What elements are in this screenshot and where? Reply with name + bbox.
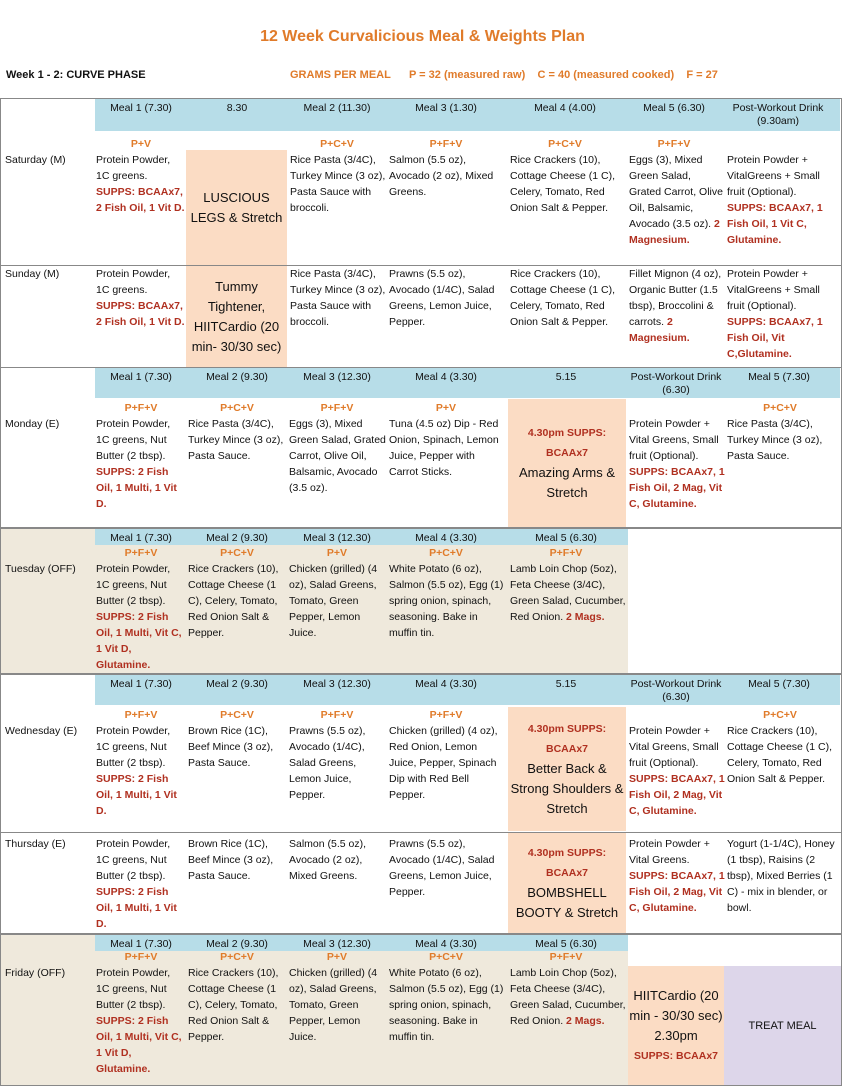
meal-cell: Rice Crackers (10), Cottage Cheese (1 C), Celery, Tomato, Red Onion Salt & Pepper.: [510, 268, 616, 328]
header-cell: Meal 3 (1.30): [415, 102, 477, 114]
type-label: P+V: [130, 138, 152, 150]
meal-cell: Protein Powder + Vital Greens, Small fruit (Optional). SUPPS: BCAAx7, 1 Fish Oil, 2 Mag, Vit C, Glutamine.: [629, 418, 725, 510]
type-label: P+C+V: [220, 402, 254, 414]
meal-cell: Protein Powder + VitalGreens + Small fruit (Optional). SUPPS: BCAAx7, 1 Fish Oil, Vit C,Glutamine.: [727, 268, 823, 360]
header-cell: 5.15: [555, 371, 577, 383]
header-cell: Meal 4 (3.30): [415, 532, 477, 544]
header-cell: 8.30: [226, 102, 248, 114]
header-cell: Meal 2 (9.30): [206, 371, 268, 383]
midweek-header: [95, 675, 840, 705]
meal-cell: Chicken (grilled) (4 oz), Red Onion, Lemon Juice, Pepper, Spinach Dip with Red Bell Pepper.: [389, 725, 498, 801]
day-label: Saturday (M): [5, 154, 66, 166]
meal-cell: Protein Powder, 1C greens, Nut Butter (2 tbsp). SUPPS: 2 Fish Oil, 1 Multi, 1 Vit D.: [96, 725, 177, 817]
header-cell: Meal 5 (6.30): [535, 532, 597, 544]
meal-cell: Prawns (5.5 oz), Avocado (1/4C), Salad Greens, Lemon Juice, Pepper.: [289, 725, 366, 801]
type-label: P+F+V: [429, 138, 463, 150]
day-label: Thursday (E): [5, 838, 66, 850]
header-cell: Meal 5 (7.30): [748, 678, 810, 690]
type-label: P+F+V: [320, 709, 354, 721]
tuesday-header: [95, 529, 628, 545]
header-cell: Meal 3 (12.30): [303, 532, 371, 544]
meal-cell: Eggs (3), Mixed Green Salad, Grated Carrot, Olive Oil, Balsamic, Avocado (3.5 oz).: [289, 418, 386, 494]
header-cell: Meal 5 (7.30): [748, 371, 810, 383]
monday-header: [95, 368, 840, 398]
header-cell: Meal 3 (12.30): [303, 371, 371, 383]
type-label: P+F+V: [124, 547, 158, 559]
meal-cell: Chicken (grilled) (4 oz), Salad Greens, Tomato, Green Pepper, Lemon Juice.: [289, 967, 378, 1043]
header-cell: Meal 1 (7.30): [110, 938, 172, 950]
workout-label: LUSCIOUS LEGS & Stretch: [190, 189, 283, 225]
meal-cell: Rice Crackers (10), Cottage Cheese (1 C), Celery, Tomato, Red Onion Salt & Pepper.: [188, 563, 279, 639]
meal-cell: Salmon (5.5 oz), Avocado (2 oz), Mixed Greens.: [289, 838, 367, 882]
meal-cell: Protein Powder + Vital Greens. SUPPS: BCAAx7, 1 Fish Oil, 2 Mag, Vit C, Glutamine.: [629, 838, 725, 914]
type-label: P+C+V: [763, 709, 797, 721]
meal-cell: Protein Powder, 1C greens, Nut Butter (2 tbsp). SUPPS: 2 Fish Oil, 1 Multi, Vit C, 1 Vit D, Glutamine.: [96, 967, 182, 1075]
meal-cell: Brown Rice (1C), Beef Mince (3 oz), Pasta Sauce.: [188, 725, 274, 769]
meal-cell: Salmon (5.5 oz), Avocado (2 oz), Mixed Greens.: [389, 154, 494, 198]
type-label: P+F+V: [429, 709, 463, 721]
header-cell: Meal 4 (4.00): [534, 102, 596, 114]
type-label: P+C+V: [220, 709, 254, 721]
meal-cell: Protein Powder, 1C greens, Nut Butter (2 tbsp). SUPPS: 2 Fish Oil, 1 Multi, 1 Vit D.: [96, 418, 177, 510]
header-cell: Meal 5 (6.30): [535, 938, 597, 950]
type-label: P+F+V: [320, 402, 354, 414]
meal-cell: Rice Crackers (10), Cottage Cheese (1 C), Celery, Tomato, Red Onion Salt & Pepper.: [188, 967, 279, 1043]
thursday-workout: 4.30pm SUPPS: BCAAx7 BOMBSHELL BOOTY & Stretch: [508, 833, 626, 933]
header-cell: Meal 4 (3.30): [415, 371, 477, 383]
meal-cell: Lamb Loin Chop (5oz), Feta Cheese (3/4C), Green Salad, Cucumber, Red Onion. 2 Mags.: [510, 563, 626, 623]
header-cell: Meal 3 (12.30): [303, 938, 371, 950]
meal-cell: Fillet Mignon (4 oz), Organic Butter (1.5 tbsp), Broccolini & carrots. 2 Magnesium.: [629, 268, 722, 344]
meal-cell: Rice Crackers (10), Cottage Cheese (1 C), Celery, Tomato, Red Onion Salt & Pepper.: [727, 725, 833, 785]
meal-cell: Protein Powder, 1C greens. SUPPS: BCAAx7, 2 Fish Oil, 1 Vit D.: [96, 154, 185, 214]
header-cell: Meal 3 (12.30): [303, 678, 371, 690]
header-cell: Post-Workout Drink (9.30am): [732, 102, 824, 127]
workout-label: Tummy Tightener, HIITCardio (20 min- 30/30 sec): [191, 278, 282, 354]
type-label: P+C+V: [220, 951, 254, 963]
meal-cell: Lamb Loin Chop (5oz), Feta Cheese (3/4C), Green Salad, Cucumber, Red Onion. 2 Mags.: [510, 967, 626, 1027]
meal-cell: White Potato (6 oz), Salmon (5.5 oz), Egg (1) spring onion, spinach, seasoning. Bake in muffin tin.: [389, 967, 504, 1043]
meal-cell: Rice Crackers (10), Cottage Cheese (1 C), Celery, Tomato, Red Onion Salt & Pepper.: [510, 154, 616, 214]
meal-cell: Protein Powder, 1C greens. SUPPS: BCAAx7, 2 Fish Oil, 1 Vit D.: [96, 268, 185, 328]
header-cell: Meal 1 (7.30): [110, 371, 172, 383]
type-label: P+F+V: [657, 138, 691, 150]
saturday-workout: [186, 150, 287, 265]
meal-cell: Yogurt (1-1/4C), Honey (1 tbsp), Raisins (2 tbsp), Mixed Berries (1 C) - mix in blender, or bowl.: [727, 838, 835, 914]
type-label: P+F+V: [549, 547, 583, 559]
meal-cell: Rice Pasta (3/4C), Turkey Mince (3 oz), Pasta Sauce.: [727, 418, 823, 462]
wednesday-workout: 4.30pm SUPPS: BCAAx7 Better Back & Strong Shoulders & Stretch: [508, 707, 626, 831]
type-label: P+F+V: [124, 402, 158, 414]
type-label: P+C+V: [429, 547, 463, 559]
header-cell: Meal 2 (9.30): [206, 938, 268, 950]
type-label: P+F+V: [124, 709, 158, 721]
meal-cell: Chicken (grilled) (4 oz), Salad Greens, Tomato, Green Pepper, Lemon Juice.: [289, 563, 378, 639]
type-label: P+C+V: [548, 138, 582, 150]
meal-cell: Protein Powder, 1C greens, Nut Butter (2 tbsp). SUPPS: 2 Fish Oil, 1 Multi, Vit C, 1 Vit D, Glutamine.: [96, 563, 182, 671]
friday-workout: HIITCardio (20 min - 30/30 sec) 2.30pm SUPPS: BCAAx7: [628, 966, 724, 1085]
header-cell: Meal 1 (7.30): [110, 678, 172, 690]
type-label: P+V: [326, 951, 348, 963]
meal-cell: Rice Pasta (3/4C), Turkey Mince (3 oz), Pasta Sauce with broccoli.: [290, 154, 386, 214]
meal-cell: Prawns (5.5 oz), Avocado (1/4C), Salad Greens, Lemon Juice, Pepper.: [389, 268, 495, 328]
meal-cell: White Potato (6 oz), Salmon (5.5 oz), Egg (1) spring onion, spinach, seasoning. Bake in muffin tin.: [389, 563, 504, 639]
header-cell: Meal 2 (9.30): [206, 678, 268, 690]
type-label: P+C+V: [763, 402, 797, 414]
type-label: P+F+V: [124, 951, 158, 963]
meal-cell: Tuna (4.5 oz) Dip - Red Onion, Spinach, Lemon Juice, Pepper with Carrot Sticks.: [389, 418, 499, 478]
type-label: P+V: [435, 402, 457, 414]
day-label: Monday (E): [5, 418, 60, 430]
weekend-header: [95, 99, 840, 131]
meal-cell: Protein Powder + VitalGreens + Small fruit (Optional). SUPPS: BCAAx7, 1 Fish Oil, 1 Vit C, Glutamine.: [727, 154, 823, 246]
meal-cell: Protein Powder + Vital Greens, Small fruit (Optional). SUPPS: BCAAx7, 1 Fish Oil, 2 Mag, Vit C, Glutamine.: [629, 725, 725, 817]
header-cell: Meal 2 (9.30): [206, 532, 268, 544]
meal-cell: Rice Pasta (3/4C), Turkey Mince (3 oz), Pasta Sauce with broccoli.: [290, 268, 386, 328]
meal-cell: Prawns (5.5 oz), Avocado (1/4C), Salad Greens, Lemon Juice, Pepper.: [389, 838, 495, 898]
grams-per-meal: GRAMS PER MEAL P = 32 (measured raw) C = 40 (measured cooked) F = 27: [290, 69, 718, 81]
day-label: Sunday (M): [5, 268, 60, 280]
type-label: P+C+V: [320, 138, 354, 150]
type-label: P+V: [326, 547, 348, 559]
type-label: P+F+V: [549, 951, 583, 963]
header-cell: 5.15: [555, 678, 577, 690]
week-label: Week 1 - 2: CURVE PHASE: [6, 69, 146, 81]
header-cell: Post-Workout Drink (6.30): [630, 371, 722, 396]
meal-cell: Eggs (3), Mixed Green Salad, Grated Carrot, Olive Oil, Balsamic, Avocado (3.5 oz). 2 Magnesium.: [629, 154, 723, 246]
monday-workout: 4.30pm SUPPS: BCAAx7 Amazing Arms & Stretch: [508, 399, 626, 527]
header-cell: Meal 5 (6.30): [643, 102, 705, 114]
sunday-workout: [186, 266, 287, 367]
meal-cell: Rice Pasta (3/4C), Turkey Mince (3 oz), Pasta Sauce.: [188, 418, 284, 462]
day-label: Friday (OFF): [5, 967, 66, 979]
day-label: Tuesday (OFF): [5, 563, 76, 575]
treat-meal: TREAT MEAL: [724, 966, 841, 1085]
header-cell: Meal 1 (7.30): [110, 532, 172, 544]
header-cell: Meal 4 (3.30): [415, 678, 477, 690]
meal-cell: Protein Powder, 1C greens, Nut Butter (2 tbsp). SUPPS: 2 Fish Oil, 1 Multi, 1 Vit D.: [96, 838, 177, 930]
header-cell: Meal 4 (3.30): [415, 938, 477, 950]
day-label: Wednesday (E): [5, 725, 78, 737]
header-cell: Meal 2 (11.30): [303, 102, 371, 114]
type-label: P+C+V: [429, 951, 463, 963]
header-cell: Meal 1 (7.30): [110, 102, 172, 114]
meal-cell: Brown Rice (1C), Beef Mince (3 oz), Pasta Sauce.: [188, 838, 274, 882]
divider: [0, 832, 842, 833]
header-cell: Post-Workout Drink (6.30): [630, 678, 722, 703]
type-label: P+C+V: [220, 547, 254, 559]
page-title: 12 Week Curvalicious Meal & Weights Plan: [260, 28, 585, 45]
